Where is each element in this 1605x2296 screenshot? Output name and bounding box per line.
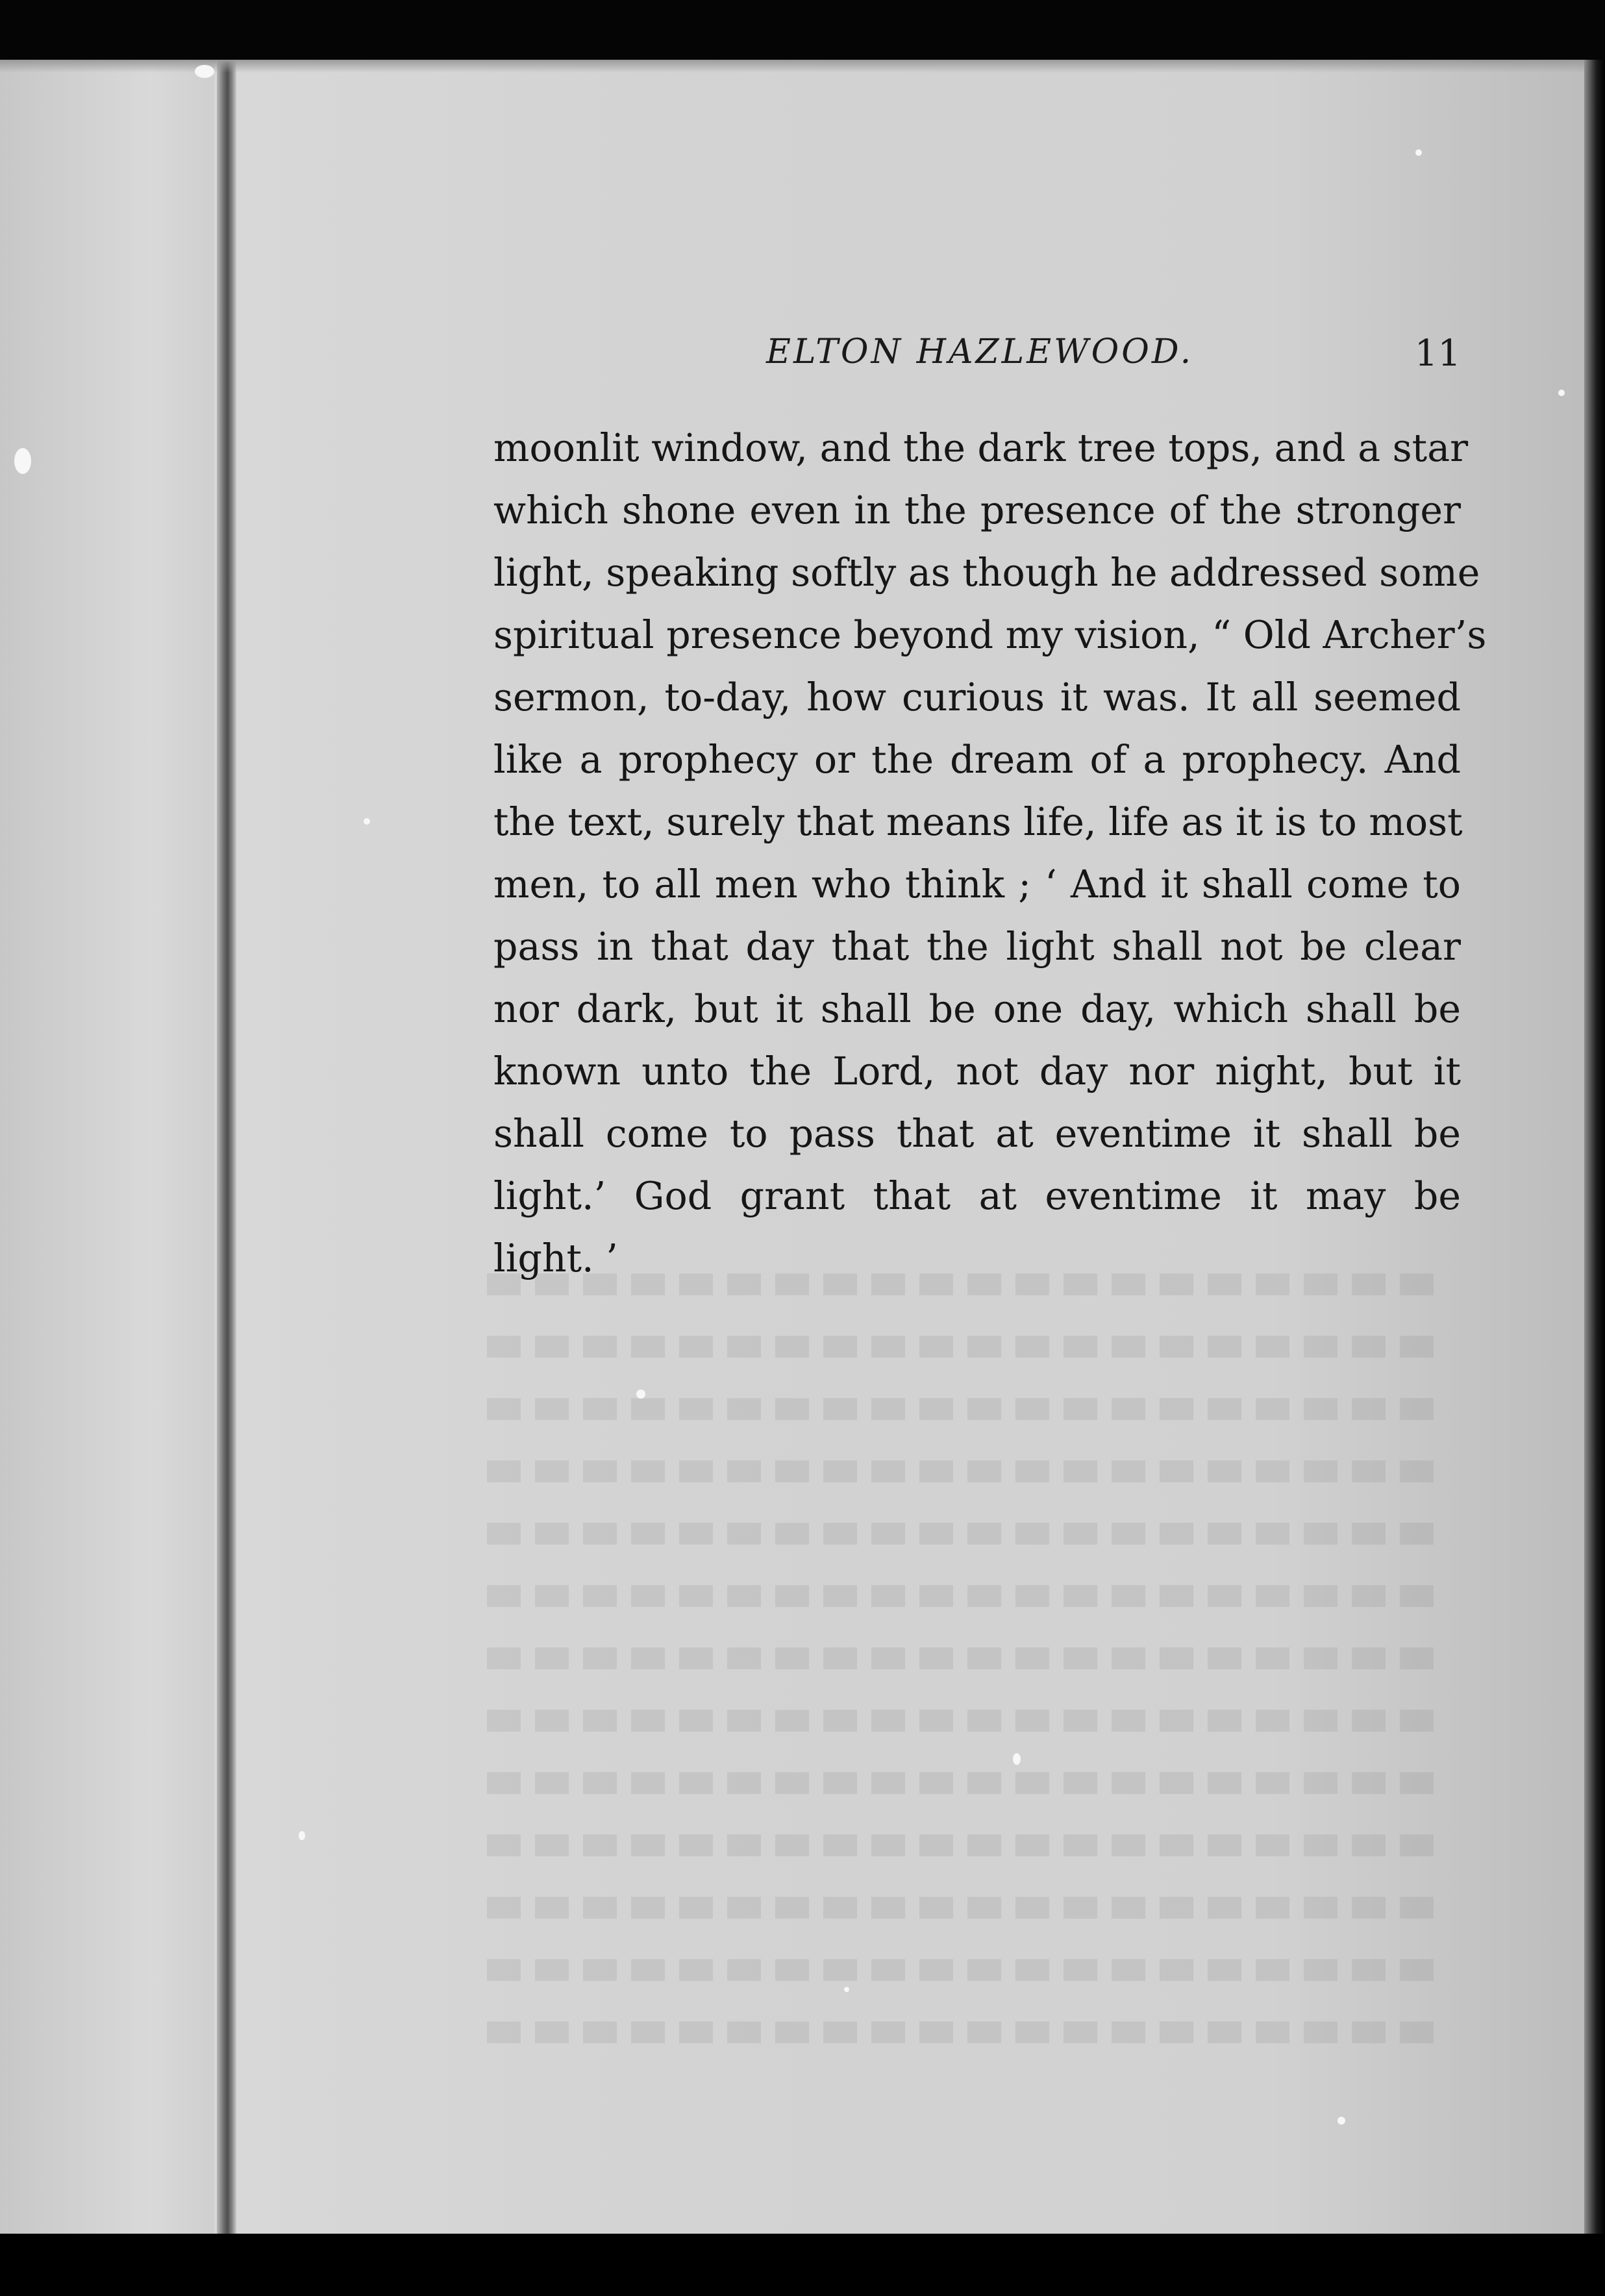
text-line: known unto the Lord, not day nor night, but it bbox=[493, 1049, 1461, 1093]
dust-speck bbox=[14, 448, 31, 474]
text-line: nor dark, but it shall be one day, which shall be bbox=[493, 987, 1461, 1031]
dust-speck bbox=[1013, 1753, 1021, 1765]
text-line: spiritual presence beyond my vision, “ Old Archer’s bbox=[493, 613, 1487, 657]
running-title: ELTON HAZLEWOOD. bbox=[766, 332, 1194, 371]
facing-page-margin bbox=[0, 60, 214, 2249]
reverse-side-show-through bbox=[487, 1253, 1448, 2292]
dust-speck bbox=[1415, 149, 1422, 156]
dust-speck bbox=[195, 65, 214, 78]
text-line: which shone even in the presence of the stronger bbox=[493, 488, 1461, 532]
text-line: like a prophecy or the dream of a prophecy. And bbox=[493, 738, 1461, 782]
text-line: light. ’ bbox=[493, 1236, 618, 1280]
running-head bbox=[493, 332, 1461, 384]
scan-bottom-border bbox=[0, 2234, 1605, 2296]
dust-speck bbox=[299, 1831, 305, 1840]
book-binding-gutter bbox=[217, 60, 236, 2249]
text-line: men, to all men who think ; ‘ And it shall come to bbox=[493, 862, 1461, 906]
dust-speck bbox=[364, 818, 370, 825]
body-text bbox=[493, 417, 1487, 1290]
dust-speck bbox=[636, 1390, 645, 1399]
text-line: shall come to pass that at eventime it shall be bbox=[493, 1112, 1461, 1156]
page-right-edge bbox=[1584, 60, 1605, 2249]
page-number: 11 bbox=[1414, 332, 1461, 375]
text-line: moonlit window, and the dark tree tops, and a star bbox=[493, 426, 1469, 470]
dust-speck bbox=[1338, 2117, 1345, 2125]
dust-speck bbox=[1558, 390, 1565, 396]
text-line: sermon, to-day, how curious it was. It all seemed bbox=[493, 675, 1461, 719]
text-line: light, speaking softly as though he addressed some bbox=[493, 551, 1480, 595]
dust-speck bbox=[844, 1987, 849, 1992]
text-line: pass in that day that the light shall not be clear bbox=[493, 925, 1461, 969]
text-line: the text, surely that means life, life as it is to most bbox=[493, 800, 1463, 844]
text-line: light.’ God grant that at eventime it may be bbox=[493, 1174, 1461, 1218]
page-top-edge bbox=[0, 60, 1591, 73]
